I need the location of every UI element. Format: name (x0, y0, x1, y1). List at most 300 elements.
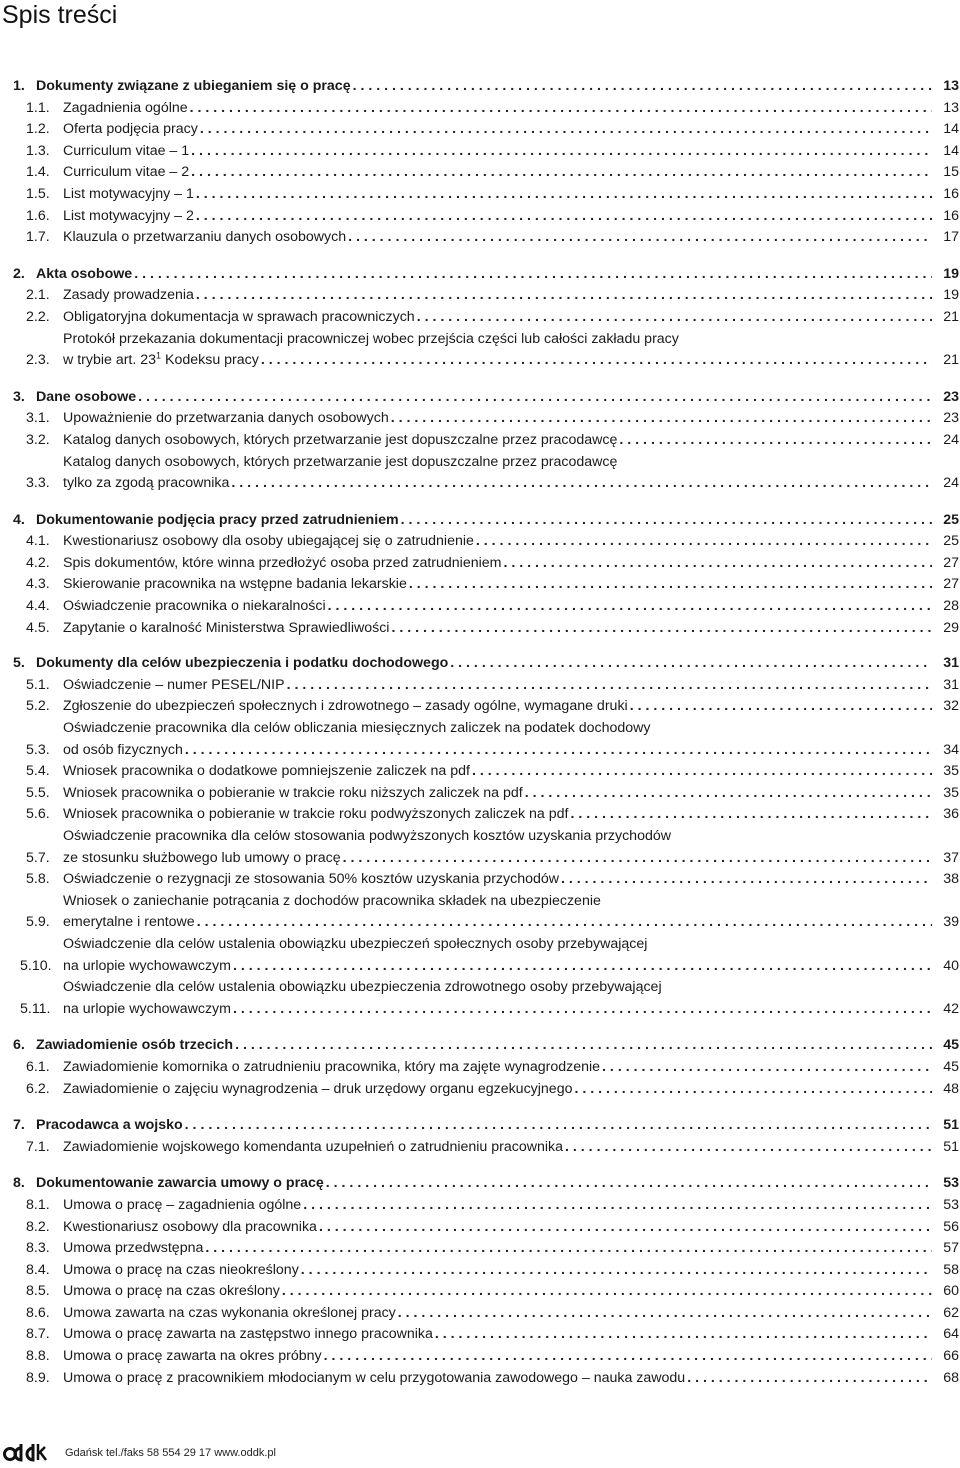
dot-leader (324, 1173, 932, 1195)
page-number: 19 (943, 287, 959, 304)
superscript: 1 (156, 350, 162, 361)
dot-leader (501, 553, 932, 575)
subsection-title (63, 1217, 317, 1239)
dot-leader (346, 227, 932, 249)
page-number: 35 (943, 784, 959, 801)
subsection-title-text: tylko za zgodą pracownika (63, 475, 230, 492)
subsection-title-last-line (63, 285, 932, 307)
page-number: 31 (943, 655, 959, 672)
toc-subsection-entry[interactable] (13, 1238, 960, 1260)
toc-subsection-entry[interactable] (13, 718, 960, 761)
page-number: 27 (943, 554, 959, 571)
subsection-title-wrap (63, 977, 932, 1020)
chapter-title-wrap (36, 76, 932, 98)
dot-leader (301, 1195, 932, 1217)
subsection-title (63, 98, 188, 120)
subsection-title-last-line (63, 912, 932, 934)
dot-leader (433, 1324, 932, 1346)
subsection-title-last-line (63, 999, 932, 1021)
subsection-number: 4.3. (26, 576, 50, 593)
toc-subsection-entry[interactable] (13, 184, 960, 206)
subsection-number: 4.5. (26, 619, 50, 636)
toc-chapter-entry[interactable] (13, 1035, 960, 1057)
page-number: 64 (943, 1326, 959, 1343)
subsection-title-wrap (63, 1238, 932, 1260)
toc-subsection-entry[interactable] (13, 804, 960, 826)
dot-leader (322, 1346, 932, 1368)
subsection-title (63, 999, 231, 1021)
page-number: 39 (943, 914, 959, 931)
toc-section (13, 653, 960, 1020)
subsection-number: 8.1. (26, 1196, 50, 1213)
toc-chapter-entry[interactable] (13, 510, 960, 532)
subsection-title-text: Zasady prowadzenia (63, 287, 194, 304)
subsection-title (63, 675, 285, 697)
subsection-title-text: Umowa o pracę z pracownikiem młodocianym w celu przygotowania zawodowego – nauka zawodu (63, 1369, 686, 1386)
subsection-title-last-line (63, 869, 932, 891)
dot-leader (132, 264, 932, 286)
toc-subsection-entry[interactable] (13, 408, 960, 430)
subsection-title-text: na urlopie wychowawczym (63, 957, 231, 974)
toc-subsection-entry[interactable] (13, 1195, 960, 1217)
subsection-title (63, 1195, 301, 1217)
toc-subsection-entry[interactable] (13, 783, 960, 805)
subsection-title-wrap (63, 761, 932, 783)
subsection-number: 8.5. (26, 1283, 50, 1300)
toc-subsection-entry[interactable] (13, 307, 960, 329)
toc-subsection-entry[interactable] (13, 675, 960, 697)
subsection-title (63, 1303, 396, 1325)
toc-subsection-entry[interactable] (13, 553, 960, 575)
subsection-number: 5.11. (20, 1000, 51, 1017)
toc-subsection-entry[interactable] (13, 98, 960, 120)
dot-leader (572, 1079, 932, 1101)
chapter-title-line (36, 510, 932, 532)
toc-subsection-entry[interactable] (13, 430, 960, 452)
chapter-title: Dokumenty dla celów ubezpieczenia i podatku dochodowego (36, 655, 449, 672)
chapter-title-line (36, 1035, 932, 1057)
toc-subsection-entry[interactable] (13, 1260, 960, 1282)
subsection-title (63, 119, 198, 141)
toc-section (13, 1035, 960, 1100)
page-number: 28 (943, 598, 959, 615)
subsection-title-line: Protokół przekazania dokumentacji pracowniczej wobec przejścia części lub całości zakładu pracy (63, 330, 679, 347)
subsection-title-wrap (63, 206, 932, 228)
subsection-title (63, 162, 189, 184)
page-number: 68 (943, 1369, 959, 1386)
subsection-title-last-line (63, 740, 932, 762)
toc-section (13, 76, 960, 249)
subsection-title-wrap (63, 1195, 932, 1217)
subsection-title (63, 531, 474, 553)
subsection-number: 8.3. (26, 1240, 50, 1257)
subsection-title (63, 804, 568, 826)
subsection-title-last-line (63, 1057, 932, 1079)
page-number: 23 (943, 388, 959, 405)
subsection-title-text: Oświadczenie o rezygnacji ze stosowania 50% kosztów uzyskania przychodów (63, 871, 560, 888)
subsection-title-text: Katalog danych osobowych, których przetwarzanie jest dopuszczalne przez pracodawcę (63, 431, 618, 448)
page-number: 25 (943, 533, 959, 550)
page-number: 38 (943, 871, 959, 888)
subsection-title-last-line (63, 98, 932, 120)
subsection-number: 5.10. (20, 957, 52, 974)
page-number: 24 (943, 431, 959, 448)
subsection-title (63, 783, 523, 805)
page-number: 48 (943, 1080, 959, 1097)
page-number: 53 (943, 1196, 959, 1213)
subsection-title-last-line (63, 227, 932, 249)
page-number: 56 (943, 1218, 959, 1235)
subsection-title-text: Oferta podjęcia pracy (63, 121, 198, 138)
toc-subsection-entry[interactable] (13, 574, 960, 596)
subsection-number: 8.7. (26, 1326, 50, 1343)
subsection-title-last-line (63, 1368, 932, 1390)
subsection-title (63, 1281, 280, 1303)
toc-subsection-entry[interactable] (13, 1324, 960, 1346)
dot-leader (396, 1303, 932, 1325)
toc-subsection-entry[interactable] (13, 119, 960, 141)
subsection-title-text: Kwestionariusz osobowy dla osoby ubiegającej się o zatrudnienie (63, 533, 474, 550)
subsection-title-wrap (63, 227, 932, 249)
subsection-title-wrap (63, 1346, 932, 1368)
subsection-title-text: Oświadczenie pracownika o niekaralności (63, 598, 326, 615)
subsection-title-last-line (63, 1137, 932, 1159)
chapter-number: 1. (13, 78, 25, 94)
subsection-title-text: Umowa przedwstępna (63, 1240, 204, 1257)
dot-leader (415, 307, 932, 329)
dot-leader (189, 162, 932, 184)
toc-subsection-entry[interactable] (13, 162, 960, 184)
dot-leader (568, 804, 932, 826)
subsection-title-wrap (63, 285, 932, 307)
subsection-title-text: Wniosek pracownika o dodatkowe pomniejszenie zaliczek na pdf (63, 763, 470, 780)
subsection-title-text: Wniosek pracownika o pobieranie w trakcie roku podwyższonych zaliczek na pdf (63, 806, 569, 823)
toc-subsection-entry[interactable] (13, 1217, 960, 1239)
subsection-number: 1.3. (26, 142, 50, 159)
toc-subsection-entry[interactable] (13, 869, 960, 891)
subsection-number: 1.6. (26, 207, 50, 224)
subsection-number: 2.2. (26, 308, 50, 325)
toc-subsection-entry[interactable] (13, 1137, 960, 1159)
chapter-title: Akta osobowe (36, 265, 133, 282)
toc-subsection-entry[interactable] (13, 696, 960, 718)
dot-leader (617, 430, 932, 452)
dot-leader (198, 119, 932, 141)
dot-leader (195, 912, 932, 934)
page-number: 29 (943, 619, 959, 636)
chapter-title-line (36, 653, 932, 675)
page-title: Spis treści (2, 1, 118, 29)
page-number: 14 (943, 121, 959, 138)
toc-chapter-entry[interactable] (13, 1173, 960, 1195)
subsection-title (63, 184, 194, 206)
subsection-title (63, 1346, 322, 1368)
subsection-title-last-line (63, 618, 932, 640)
subsection-title-wrap (63, 1217, 932, 1239)
page-number: 37 (943, 849, 959, 866)
subsection-title-wrap (63, 141, 932, 163)
subsection-title-wrap (63, 1368, 932, 1390)
page-number: 27 (943, 576, 959, 593)
subsection-title-last-line (63, 408, 932, 430)
toc-subsection-entry[interactable] (13, 329, 960, 372)
subsection-title-last-line (63, 1324, 932, 1346)
subsection-title (63, 956, 231, 978)
toc-subsection-entry[interactable] (13, 227, 960, 249)
subsection-title-line: Wniosek o zaniechanie potrącania z dochodów pracownika składek na ubezpieczenie (63, 892, 601, 909)
subsection-title-text: Oświadczenie – numer PESEL/NIP (63, 676, 285, 693)
subsection-title (63, 596, 326, 618)
subsection-title-wrap (63, 452, 932, 495)
dot-leader (194, 206, 932, 228)
subsection-title (63, 1079, 572, 1101)
subsection-title (63, 912, 195, 934)
subsection-title-text: Zgłoszenie do ubezpieczeń społecznych i zdrowotnego – zasady ogólne, wymagane druki (63, 698, 628, 715)
toc-subsection-entry[interactable] (13, 141, 960, 163)
subsection-title-line: Oświadczenie pracownika dla celów stosowania podwyższonych kosztów uzyskania przychodów (63, 828, 671, 844)
subsection-title (63, 227, 346, 249)
page-number: 40 (943, 957, 959, 974)
subsection-title-text: od osób fizycznych (63, 741, 183, 758)
subsection-title-text: Obligatoryjna dokumentacja w sprawach pracowniczych (63, 308, 415, 325)
subsection-title-last-line (63, 956, 932, 978)
subsection-number: 1.1. (26, 99, 50, 116)
subsection-title-text: Umowa o pracę na czas nieokreślony (63, 1261, 299, 1278)
subsection-title-last-line (63, 1238, 932, 1260)
chapter-title-line (36, 1173, 932, 1195)
toc-subsection-entry[interactable] (13, 1303, 960, 1325)
toc-chapter-entry[interactable] (13, 76, 960, 98)
subsection-title-last-line (63, 596, 932, 618)
toc-subsection-entry[interactable] (13, 285, 960, 307)
page-number: 21 (943, 352, 959, 369)
subsection-number: 2.1. (26, 287, 50, 304)
footer-contact: Gdańsk tel./faks 58 554 29 17 www.oddk.pl (65, 1447, 276, 1459)
toc-subsection-entry[interactable] (13, 761, 960, 783)
oddk-logo-icon (3, 1442, 47, 1464)
chapter-title: Dokumenty związane z ubieganiem się o pracę (36, 78, 351, 94)
subsection-title-last-line (63, 473, 932, 495)
subsection-title-last-line (63, 1260, 932, 1282)
subsection-title-last-line (63, 804, 932, 826)
dot-leader (229, 473, 932, 495)
subsection-title-text: Klauzula o przetwarzaniu danych osobowych (63, 229, 347, 246)
subsection-title-line: Oświadczenie pracownika dla celów obliczania miesięcznych zaliczek na podatek dochodowy (63, 720, 651, 737)
subsection-title (63, 553, 501, 575)
toc-subsection-entry[interactable] (13, 1346, 960, 1368)
subsection-title-wrap (63, 553, 932, 575)
subsection-title-text: List motywacyjny – 1 (63, 185, 194, 202)
subsection-title-text: List motywacyjny – 2 (63, 207, 194, 224)
subsection-title-last-line (63, 430, 932, 452)
page-number: 45 (943, 1037, 959, 1054)
subsection-title (63, 473, 229, 495)
dot-leader (563, 1137, 932, 1159)
subsection-number: 2.3. (26, 352, 50, 369)
chapter-title-line (36, 387, 932, 409)
subsection-title-line: Katalog danych osobowych, których przetwarzanie jest dopuszczalne przez pracodawcę (63, 453, 618, 470)
dot-leader (183, 1115, 932, 1137)
subsection-title-wrap (63, 869, 932, 891)
subsection-title-text: Umowa o pracę – zagadnienia ogólne (63, 1196, 302, 1213)
subsection-title-wrap (63, 531, 932, 553)
toc-subsection-entry[interactable] (13, 618, 960, 640)
page-number: 17 (943, 229, 959, 246)
subsection-title-wrap (63, 408, 932, 430)
subsection-title-text: Zawiadomienie wojskowego komendanta uzupełnień o zatrudnieniu pracownika (63, 1138, 564, 1155)
toc-chapter-entry[interactable] (13, 387, 960, 409)
page-number: 60 (943, 1283, 959, 1300)
subsection-title-wrap (63, 1260, 932, 1282)
toc-subsection-entry[interactable] (13, 1079, 960, 1101)
subsection-title-last-line (63, 162, 932, 184)
chapter-title-wrap (36, 1173, 932, 1195)
dot-leader (231, 999, 932, 1021)
subsection-title-wrap (63, 891, 932, 934)
toc-subsection-entry[interactable] (13, 1057, 960, 1079)
chapter-title-wrap (36, 1115, 932, 1137)
chapter-title-wrap (36, 387, 932, 409)
subsection-title (63, 869, 559, 891)
dot-leader (448, 653, 932, 675)
chapter-number: 6. (13, 1037, 25, 1054)
subsection-title-wrap (63, 1137, 932, 1159)
chapter-number: 4. (13, 511, 25, 528)
subsection-number: 4.2. (26, 554, 50, 571)
toc-section (13, 510, 960, 640)
chapter-title-line (36, 76, 932, 98)
page-number: 62 (943, 1304, 959, 1321)
subsection-number: 4.4. (26, 598, 50, 615)
subsection-title-text: Wniosek pracownika o pobieranie w trakcie roku niższych zaliczek na pdf (63, 784, 523, 801)
page-number: 16 (943, 207, 959, 224)
chapter-number: 5. (13, 655, 25, 672)
chapter-title-wrap (36, 264, 932, 286)
subsection-number: 5.8. (26, 871, 50, 888)
subsection-title-last-line (63, 141, 932, 163)
page-number: 35 (943, 763, 959, 780)
dot-leader (299, 1260, 932, 1282)
subsection-title-last-line (63, 206, 932, 228)
page-number: 45 (943, 1058, 959, 1075)
subsection-title-text: Skierowanie pracownika na wstępne badania lekarskie (63, 576, 407, 593)
dot-leader (231, 956, 932, 978)
subsection-title (63, 761, 470, 783)
dot-leader (326, 596, 932, 618)
subsection-title (63, 848, 341, 870)
page-number: 58 (943, 1261, 959, 1278)
toc-section (13, 1115, 960, 1158)
subsection-title (63, 1324, 433, 1346)
dot-leader (233, 1035, 932, 1057)
subsection-title (63, 574, 407, 596)
subsection-number: 5.1. (26, 676, 50, 693)
toc-chapter-entry[interactable] (13, 264, 960, 286)
subsection-title-wrap (63, 826, 932, 869)
toc-subsection-entry[interactable] (13, 596, 960, 618)
subsection-number: 3.2. (26, 431, 50, 448)
subsection-title (63, 618, 389, 640)
subsection-title (63, 1260, 299, 1282)
page-number: 15 (943, 164, 959, 181)
subsection-number: 8.8. (26, 1348, 50, 1365)
subsection-title-wrap (63, 329, 932, 372)
subsection-title-last-line (63, 531, 932, 553)
subsection-title-wrap (63, 119, 932, 141)
toc-subsection-entry[interactable] (13, 826, 960, 869)
chapter-number: 2. (13, 265, 25, 282)
dot-leader (523, 783, 932, 805)
dot-leader (474, 531, 932, 553)
toc-subsection-entry[interactable] (13, 206, 960, 228)
subsection-title-wrap (63, 1303, 932, 1325)
dot-leader (317, 1217, 932, 1239)
subsection-title-last-line (63, 307, 932, 329)
toc-subsection-entry[interactable] (13, 934, 960, 977)
page-number: 42 (943, 1000, 959, 1017)
page-number: 53 (943, 1175, 959, 1192)
subsection-number: 1.5. (26, 185, 50, 202)
toc-chapter-entry[interactable] (13, 653, 960, 675)
dot-leader (280, 1281, 932, 1303)
chapter-title-wrap (36, 1035, 932, 1057)
subsection-number: 1.7. (26, 229, 50, 246)
toc-subsection-entry[interactable] (13, 531, 960, 553)
page-number: 13 (943, 78, 959, 94)
subsection-title (63, 285, 194, 307)
toc-subsection-entry[interactable] (13, 1281, 960, 1303)
subsection-title (63, 740, 183, 762)
subsection-number: 6.1. (26, 1058, 50, 1075)
subsection-number: 6.2. (26, 1080, 50, 1097)
dot-leader (341, 848, 932, 870)
subsection-title-wrap (63, 596, 932, 618)
toc-section (13, 264, 960, 372)
subsection-title-wrap (63, 696, 932, 718)
toc-subsection-entry[interactable] (13, 977, 960, 1020)
subsection-title-wrap (63, 618, 932, 640)
toc-subsection-entry[interactable] (13, 452, 960, 495)
dot-leader (559, 869, 932, 891)
subsection-title-last-line (63, 761, 932, 783)
subsection-title-text: Umowa o pracę zawarta na zastępstwo innego pracownika (63, 1326, 433, 1343)
page-number: 66 (943, 1348, 959, 1365)
subsection-title-wrap (63, 1079, 932, 1101)
toc-subsection-entry[interactable] (13, 1368, 960, 1390)
subsection-title-wrap (63, 1281, 932, 1303)
subsection-title-line: Oświadczenie dla celów ustalenia obowiązku ubezpieczenia zdrowotnego osoby przebywającej (63, 979, 662, 996)
chapter-title: Dokumentowanie podjęcia pracy przed zatrudnieniem (36, 511, 399, 528)
subsection-number: 5.6. (26, 806, 50, 823)
page-number: 36 (943, 806, 959, 823)
page-number: 16 (943, 185, 959, 202)
page-number: 51 (943, 1138, 959, 1155)
toc-section (13, 1173, 960, 1389)
subsection-title-last-line (63, 574, 932, 596)
subsection-title-text: ze stosunku służbowego lub umowy o pracę (63, 849, 341, 866)
subsection-title (63, 1368, 685, 1390)
subsection-title (63, 430, 617, 452)
toc-chapter-entry[interactable] (13, 1115, 960, 1137)
dot-leader (188, 98, 932, 120)
toc-subsection-entry[interactable] (13, 891, 960, 934)
page-number: 51 (943, 1117, 959, 1134)
subsection-title-last-line (63, 184, 932, 206)
page-number: 57 (943, 1240, 959, 1257)
subsection-title-wrap (63, 574, 932, 596)
chapter-title-wrap (36, 510, 932, 532)
subsection-number: 5.4. (26, 763, 50, 780)
